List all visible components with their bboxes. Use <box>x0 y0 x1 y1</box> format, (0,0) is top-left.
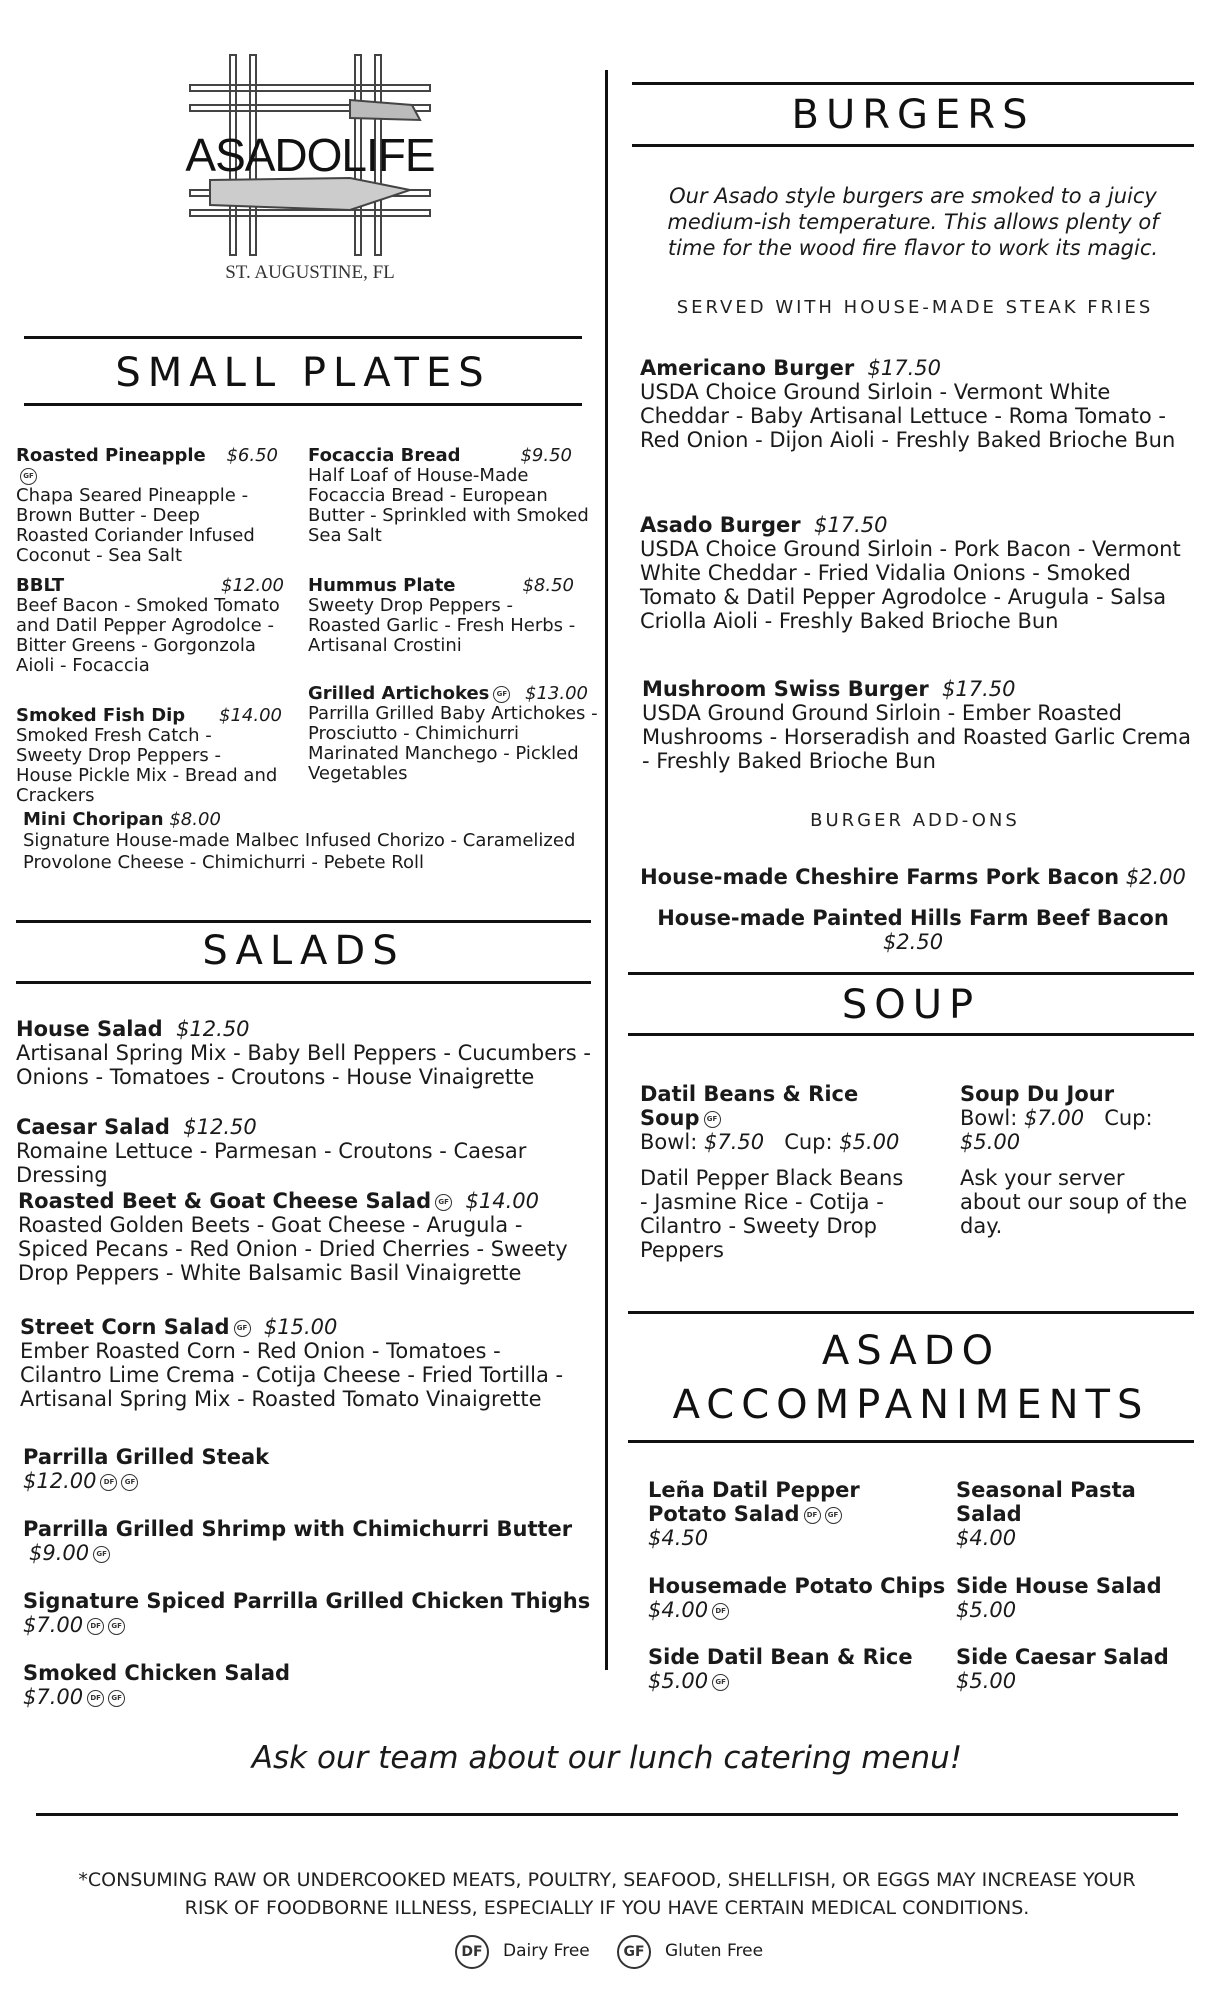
item-description: USDA Choice Ground Sirloin - Pork Bacon - Vermont White Cheddar - Fried Vidalia Onions - Smoked Tomato & Datil Pepper Agrodolce - Arugula - Salsa Criolla Aioli - Freshly Baked Brioche Bun <box>640 537 1181 633</box>
salad-addon <box>23 1661 593 1709</box>
dairy-free-badge: DF <box>100 1474 117 1491</box>
salad-addon <box>23 1517 593 1565</box>
accompaniment-item <box>956 1574 1196 1622</box>
accompaniment-item <box>956 1478 1196 1550</box>
item-price: $17.50 <box>867 356 942 380</box>
addon-name: House-made Painted Hills Farm Beef Bacon <box>657 906 1169 930</box>
item-name: Side Caesar Salad <box>956 1645 1169 1669</box>
item-price: $12.00 <box>221 575 284 596</box>
item-price: $15.00 <box>263 1315 338 1339</box>
burger-item <box>640 356 1200 452</box>
item-description: Sweety Drop Peppers - Roasted Garlic - Fresh Herbs - Artisanal Crostini <box>308 595 576 656</box>
bowl-label: Bowl: <box>960 1106 1018 1130</box>
logo-name: ASADOLIFE <box>185 129 435 181</box>
gluten-free-legend-icon: GF <box>617 1935 651 1969</box>
small-plate-item <box>308 446 590 546</box>
accompaniment-item <box>648 1574 948 1622</box>
item-price: $12.50 <box>176 1017 250 1041</box>
item-price: $4.50 <box>648 1526 709 1550</box>
soup-rule-bottom <box>628 1033 1194 1036</box>
item-price: $6.50 <box>226 445 278 466</box>
salads-rule-bottom <box>16 981 591 984</box>
item-name: Asado Burger <box>640 513 801 537</box>
bowl-label: Bowl: <box>640 1130 698 1154</box>
item-description: Beef Bacon - Smoked Tomato and Datil Pepper Agrodolce - Bitter Greens - Gorgonzola Aioli - Focaccia <box>16 595 280 676</box>
burger-addons-title: BURGER ADD-ONS <box>810 810 1020 831</box>
item-price: $9.50 <box>520 445 572 466</box>
gluten-free-badge: GF <box>493 686 510 703</box>
addon-price: $2.50 <box>882 930 944 954</box>
soup-item <box>960 1082 1200 1238</box>
gluten-free-legend-label: Gluten Free <box>665 1941 764 1961</box>
item-price: $8.00 <box>169 809 221 830</box>
burgers-intro: Our Asado style burgers are smoked to a juicy medium-ish temperature. This allows plenty of time for the wood fire flavor to work its magic. <box>667 184 1159 260</box>
dairy-free-badge: DF <box>87 1690 104 1707</box>
gluten-free-badge: GF <box>108 1618 125 1635</box>
item-name: Hummus Plate <box>308 575 456 596</box>
small-plate-item <box>308 576 590 656</box>
cup-price: $5.00 <box>960 1130 1021 1154</box>
item-name: Focaccia Bread <box>308 445 461 466</box>
legend <box>455 1935 795 1975</box>
column-divider <box>605 70 608 1670</box>
dairy-free-badge: DF <box>87 1618 104 1635</box>
item-description: USDA Ground Ground Sirloin - Ember Roasted Mushrooms - Horseradish and Roasted Garlic Crema - Freshly Baked Brioche Bun <box>642 701 1191 773</box>
footer-rule <box>36 1813 1178 1816</box>
small-plate-item <box>16 446 278 566</box>
burger-item <box>642 677 1198 773</box>
salad-item <box>16 1115 596 1187</box>
burger-item <box>640 513 1200 633</box>
burgers-served-with: SERVED WITH HOUSE-MADE STEAK FRIES <box>676 297 1154 318</box>
item-name: Side House Salad <box>956 1574 1162 1598</box>
logo-location: ST. AUGUSTINE, FL <box>225 262 395 283</box>
soup-item <box>640 1082 920 1262</box>
item-price: $8.50 <box>522 575 574 596</box>
burger-addon <box>632 906 1194 954</box>
addon-name: Signature Spiced Parrilla Grilled Chicken Thighs <box>23 1589 591 1613</box>
soup-title: SOUP <box>841 982 981 1028</box>
item-description: Parrilla Grilled Baby Artichokes - Prosciutto - Chimichurri Marinated Manchego - Pickled Vegetables <box>308 703 598 784</box>
accompaniment-item <box>956 1645 1196 1693</box>
gluten-free-badge: GF <box>825 1507 842 1524</box>
accompaniments-title-line1: ASADO <box>821 1328 1001 1374</box>
gluten-free-badge: GF <box>704 1111 721 1128</box>
small-plates-rule-top <box>24 336 582 339</box>
burger-addon <box>632 865 1194 889</box>
logo <box>150 50 470 290</box>
small-plate-item <box>16 576 286 676</box>
item-name: Housemade Potato Chips <box>648 1574 946 1598</box>
item-description: Romaine Lettuce - Parmesan - Croutons - Caesar Dressing <box>16 1139 527 1187</box>
gluten-free-badge: GF <box>20 468 37 485</box>
bowl-price: $7.50 <box>704 1130 765 1154</box>
burgers-rule-bottom <box>632 144 1194 147</box>
gluten-free-badge: GF <box>712 1674 729 1691</box>
item-price: $14.00 <box>219 705 282 726</box>
item-name: Roasted Pineapple <box>16 445 206 466</box>
item-price: $4.00 <box>648 1598 709 1622</box>
salad-addon <box>23 1445 593 1493</box>
gluten-free-badge: GF <box>234 1320 251 1337</box>
item-name: BBLT <box>16 575 65 596</box>
addon-price: $7.00 <box>23 1685 84 1709</box>
burgers-rule-top <box>632 82 1194 85</box>
small-plate-item <box>16 706 282 806</box>
item-name: Soup Du Jour <box>960 1082 1115 1106</box>
item-name: Side Datil Bean & Rice <box>648 1645 913 1669</box>
gluten-free-badge: GF <box>435 1194 452 1211</box>
catering-note: Ask our team about our lunch catering menu! <box>251 1740 963 1776</box>
item-name: Street Corn Salad <box>20 1315 230 1339</box>
item-price: $5.00 <box>956 1598 1017 1622</box>
small-plate-item <box>308 684 598 784</box>
food-warning: *CONSUMING RAW OR UNDERCOOKED MEATS, POULTRY, SEAFOOD, SHELLFISH, OR EGGS MAY INCREASE YOUR RISK OF FOODBORNE ILLNESS, ESPECIALLY IF YOU HAVE CERTAIN MEDICAL CONDITIONS. <box>78 1869 1136 1919</box>
dairy-free-legend-label: Dairy Free <box>503 1941 590 1961</box>
salad-item <box>18 1189 598 1285</box>
item-price: $14.00 <box>465 1189 539 1213</box>
item-name: Datil Beans & Rice Soup <box>640 1082 859 1130</box>
accompaniment-item <box>648 1478 878 1550</box>
accompaniment-item <box>648 1645 948 1693</box>
item-description: Datil Pepper Black Beans - Jasmine Rice - Cotija - Cilantro - Sweety Drop Peppers <box>640 1166 904 1262</box>
accompaniments-rule-bottom <box>628 1440 1194 1443</box>
accompaniments-title-line2: ACCOMPANIMENTS <box>672 1382 1150 1428</box>
item-price: $17.50 <box>942 677 1016 701</box>
item-price: $5.00 <box>956 1669 1017 1693</box>
cup-label: Cup: <box>1104 1106 1153 1130</box>
item-price: $13.00 <box>525 683 588 704</box>
small-plates-title: SMALL PLATES <box>115 350 491 396</box>
item-name: Grilled Artichokes <box>308 683 490 704</box>
cup-label: Cup: <box>784 1130 833 1154</box>
item-name: Roasted Beet & Goat Cheese Salad <box>18 1189 432 1213</box>
salad-item <box>20 1315 580 1411</box>
cup-price: $5.00 <box>839 1130 900 1154</box>
item-description: Half Loaf of House-Made Focaccia Bread - European Butter - Sprinkled with Smoked Sea Salt <box>308 465 589 546</box>
item-name: Seasonal Pasta Salad <box>956 1478 1136 1526</box>
accompaniments-rule-top <box>628 1311 1194 1314</box>
item-name: Leña Datil Pepper Potato Salad <box>648 1478 860 1526</box>
item-name: Mini Choripan <box>23 809 164 830</box>
salads-rule-top <box>16 920 591 923</box>
item-name: Mushroom Swiss Burger <box>642 677 929 701</box>
item-description: Smoked Fresh Catch - Sweety Drop Peppers - House Pickle Mix - Bread and Crackers <box>16 725 278 806</box>
addon-name: Parrilla Grilled Shrimp with Chimichurri Butter <box>23 1517 573 1541</box>
addon-name: Smoked Chicken Salad <box>23 1661 291 1685</box>
addon-price: $7.00 <box>23 1613 84 1637</box>
addon-price: $2.00 <box>1125 865 1186 889</box>
item-name: Americano Burger <box>640 356 855 380</box>
salad-item <box>16 1017 596 1089</box>
item-price: $17.50 <box>814 513 888 537</box>
addon-name: House-made Cheshire Farms Pork Bacon <box>640 865 1120 889</box>
salads-title: SALADS <box>202 928 405 974</box>
item-description: Ember Roasted Corn - Red Onion - Tomatoes - Cilantro Lime Crema - Cotija Cheese - Fried Tortilla - Artisanal Spring Mix - Roasted Tomato Vinaigrette <box>20 1339 564 1411</box>
item-price: $4.00 <box>956 1526 1017 1550</box>
item-price: $12.50 <box>183 1115 257 1139</box>
small-plates-rule-bottom <box>24 403 582 406</box>
small-plate-item <box>23 810 583 874</box>
dairy-free-legend-icon: DF <box>455 1935 489 1969</box>
gluten-free-badge: GF <box>93 1546 110 1563</box>
addon-price: $9.00 <box>29 1541 90 1565</box>
soup-rule-top <box>628 972 1194 975</box>
item-price: $5.00 <box>648 1669 709 1693</box>
salad-addon <box>23 1589 593 1637</box>
dairy-free-badge: DF <box>712 1603 729 1620</box>
item-description: Ask your server about our soup of the day. <box>960 1166 1188 1238</box>
gluten-free-badge: GF <box>121 1474 138 1491</box>
addon-name: Parrilla Grilled Steak <box>23 1445 270 1469</box>
item-description: Artisanal Spring Mix - Baby Bell Peppers - Cucumbers - Onions - Tomatoes - Croutons - House Vinaigrette <box>16 1041 591 1089</box>
item-description: Signature House-made Malbec Infused Chorizo - Caramelized Provolone Cheese - Chimichurri - Pebete Roll <box>23 830 576 873</box>
item-description: Roasted Golden Beets - Goat Cheese - Arugula - Spiced Pecans - Red Onion - Dried Cherries - Sweety Drop Peppers - White Balsamic Basil Vinaigrette <box>18 1213 568 1285</box>
burgers-title: BURGERS <box>791 92 1035 138</box>
bowl-price: $7.00 <box>1024 1106 1085 1130</box>
item-name: Caesar Salad <box>16 1115 170 1139</box>
item-description: USDA Choice Ground Sirloin - Vermont White Cheddar - Baby Artisanal Lettuce - Roma Tomato - Red Onion - Dijon Aioli - Freshly Baked Brioche Bun <box>640 380 1176 452</box>
item-name: Smoked Fish Dip <box>16 705 186 726</box>
addon-price: $12.00 <box>23 1469 97 1493</box>
item-description: Chapa Seared Pineapple - Brown Butter - Deep Roasted Coriander Infused Coconut - Sea Salt <box>16 485 255 566</box>
item-name: House Salad <box>16 1017 163 1041</box>
gluten-free-badge: GF <box>108 1690 125 1707</box>
dairy-free-badge: DF <box>804 1507 821 1524</box>
